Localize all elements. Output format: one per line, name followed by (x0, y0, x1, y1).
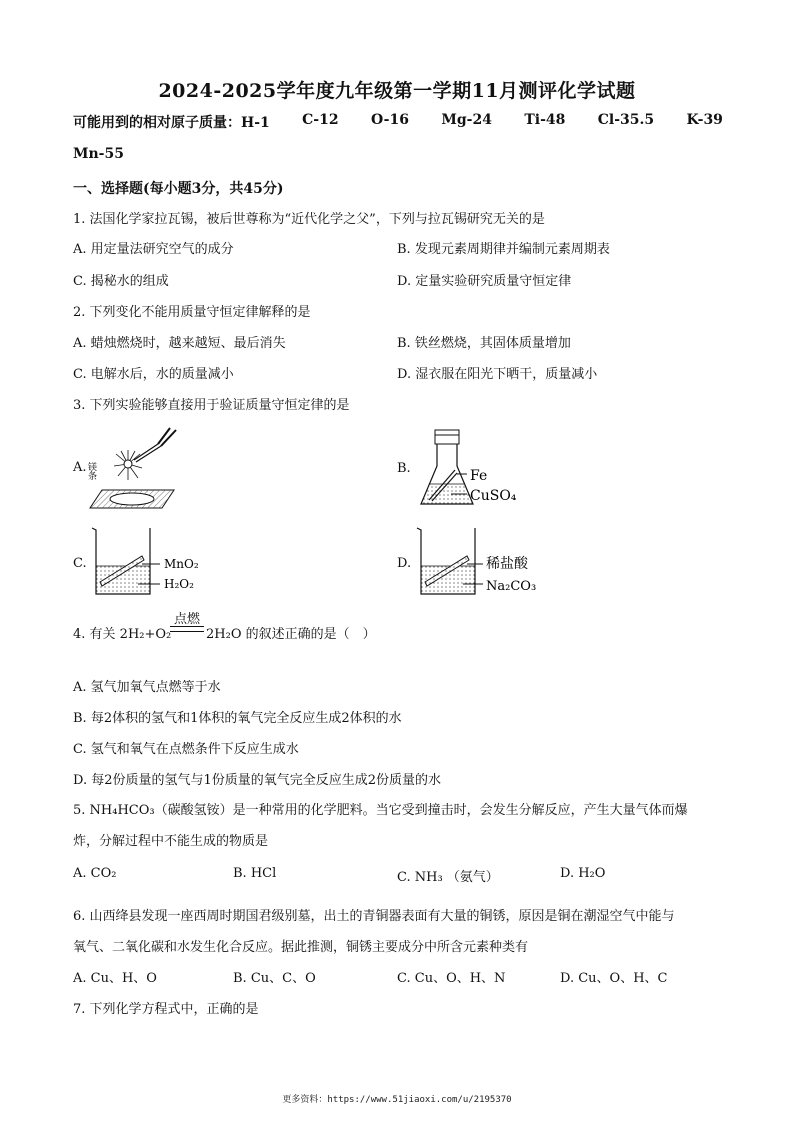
equals-sign-icon (170, 626, 204, 632)
atomic-mass-ti: Ti-48 (524, 112, 566, 128)
q6-option-c: C. Cu、O、H、N (397, 971, 506, 986)
q1-option-c: C. 揭秘水的组成 (73, 274, 169, 289)
mno2-label: MnO₂ (164, 557, 199, 571)
q4-option-c: C. 氢气和氧气在点燃条件下反应生成水 (73, 742, 299, 757)
q1-option-d: D. 定量实验研究质量守恒定律 (397, 274, 572, 289)
q1-stem: 1. 法国化学家拉瓦锡，被后世尊称为“近代化学之父”，下列与拉瓦锡研究无关的是 (73, 212, 545, 227)
magnesium-label: 镁条 (86, 462, 96, 480)
q5-option-d: D. H₂O (560, 866, 606, 881)
h2o2-label: H₂O₂ (164, 577, 194, 591)
q5-option-c: C. NH₃ （氨气） (397, 870, 499, 885)
q3-label-d: D. (397, 556, 412, 571)
q5-option-b: B. HCl (233, 866, 277, 881)
q3-figure-c (88, 522, 218, 602)
q6-stem-line1: 6. 山西绛县发现一座西周时期国君级别墓，出土的青铜器表面有大量的铜锈，原因是铜在潮湿空气中能与 (73, 909, 675, 924)
q3-figure-d (413, 522, 553, 602)
q1-option-a: A. 用定量法研究空气的成分 (73, 242, 234, 257)
atomic-masses (73, 112, 723, 132)
q2-option-c: C. 电解水后，水的质量减小 (73, 367, 234, 382)
q3-label-a: A. (73, 460, 87, 475)
q2-option-d: D. 湿衣服在阳光下晒干，质量减小 (397, 367, 598, 382)
q3-figure-b (415, 426, 555, 516)
q5-stem-line1: 5. NH₄HCO₃（碳酸氢铵）是一种常用的化学肥料。当它受到撞击时，会发生分解反应，产生大量气体而爆 (73, 803, 688, 818)
atomic-mass-o: O-16 (370, 112, 409, 128)
q3-label-b: B. (397, 461, 411, 476)
sodium-carbonate-label: Na₂CO₃ (486, 579, 537, 594)
q4-stem-reactants: 4. 有关 2H₂+O₂ (73, 627, 172, 642)
atomic-mass-c: C-12 (302, 112, 339, 128)
q5-option-a: A. CO₂ (73, 866, 117, 881)
footer-resource-link[interactable]: 更多资料：https://www.51jiaoxi.com/u/2195370 (282, 1095, 512, 1105)
iron-label: Fe (470, 468, 488, 484)
atomic-mass-mg: Mg-24 (441, 112, 492, 128)
q2-stem: 2. 下列变化不能用质量守恒定律解释的是 (73, 305, 311, 320)
q4-option-d: D. 每2份质量的氢气与1份质量的氧气完全反应生成2份质量的水 (73, 773, 442, 788)
q6-option-b: B. Cu、C、O (233, 971, 316, 986)
q3-figure-a (88, 420, 198, 520)
atomic-mass-k: K-39 (686, 112, 723, 128)
q3-label-c: C. (73, 556, 87, 571)
q3-stem: 3. 下列实验能够直接用于验证质量守恒定律的是 (73, 398, 350, 413)
dilute-hcl-label: 稀盐酸 (486, 556, 528, 572)
q4-reaction-condition: 点燃 (174, 612, 201, 627)
q6-option-d: D. Cu、O、H、C (560, 971, 668, 986)
atomic-mass-cl: Cl-35.5 (597, 112, 655, 128)
atomic-mass-label: 可能用到的相对原子质量：H-1 (73, 115, 270, 131)
q2-option-b: B. 铁丝燃烧，其固体质量增加 (397, 336, 571, 351)
copper-sulfate-label: CuSO₄ (470, 488, 517, 504)
q1-option-b: B. 发现元素周期律并编制元素周期表 (397, 242, 610, 257)
section-heading: 一、选择题(每小题3分，共45分) (73, 181, 284, 197)
exam-title: 2024-2025学年度九年级第一学期11月测评化学试题 (158, 80, 636, 102)
q2-option-a: A. 蜡烛燃烧时，越来越短、最后消失 (73, 336, 286, 351)
q4-stem (73, 608, 393, 642)
q4-option-a: A. 氢气加氧气点燃等于水 (73, 680, 221, 695)
q5-stem-line2: 炸，分解过程中不能生成的物质是 (73, 834, 269, 849)
atomic-mass-mn: Mn-55 (73, 146, 124, 162)
q4-option-b: B. 每2体积的氢气和1体积的氧气完全反应生成2体积的水 (73, 711, 402, 726)
q6-stem-line2: 氧气、二氧化碳和水发生化合反应。据此推测，铜锈主要成分中所含元素种类有 (73, 940, 529, 955)
q7-stem: 7. 下列化学方程式中，正确的是 (73, 1002, 259, 1017)
q6-option-a: A. Cu、H、O (73, 971, 157, 986)
q4-stem-products: 2H₂O 的叙述正确的是（ ） (206, 627, 376, 642)
